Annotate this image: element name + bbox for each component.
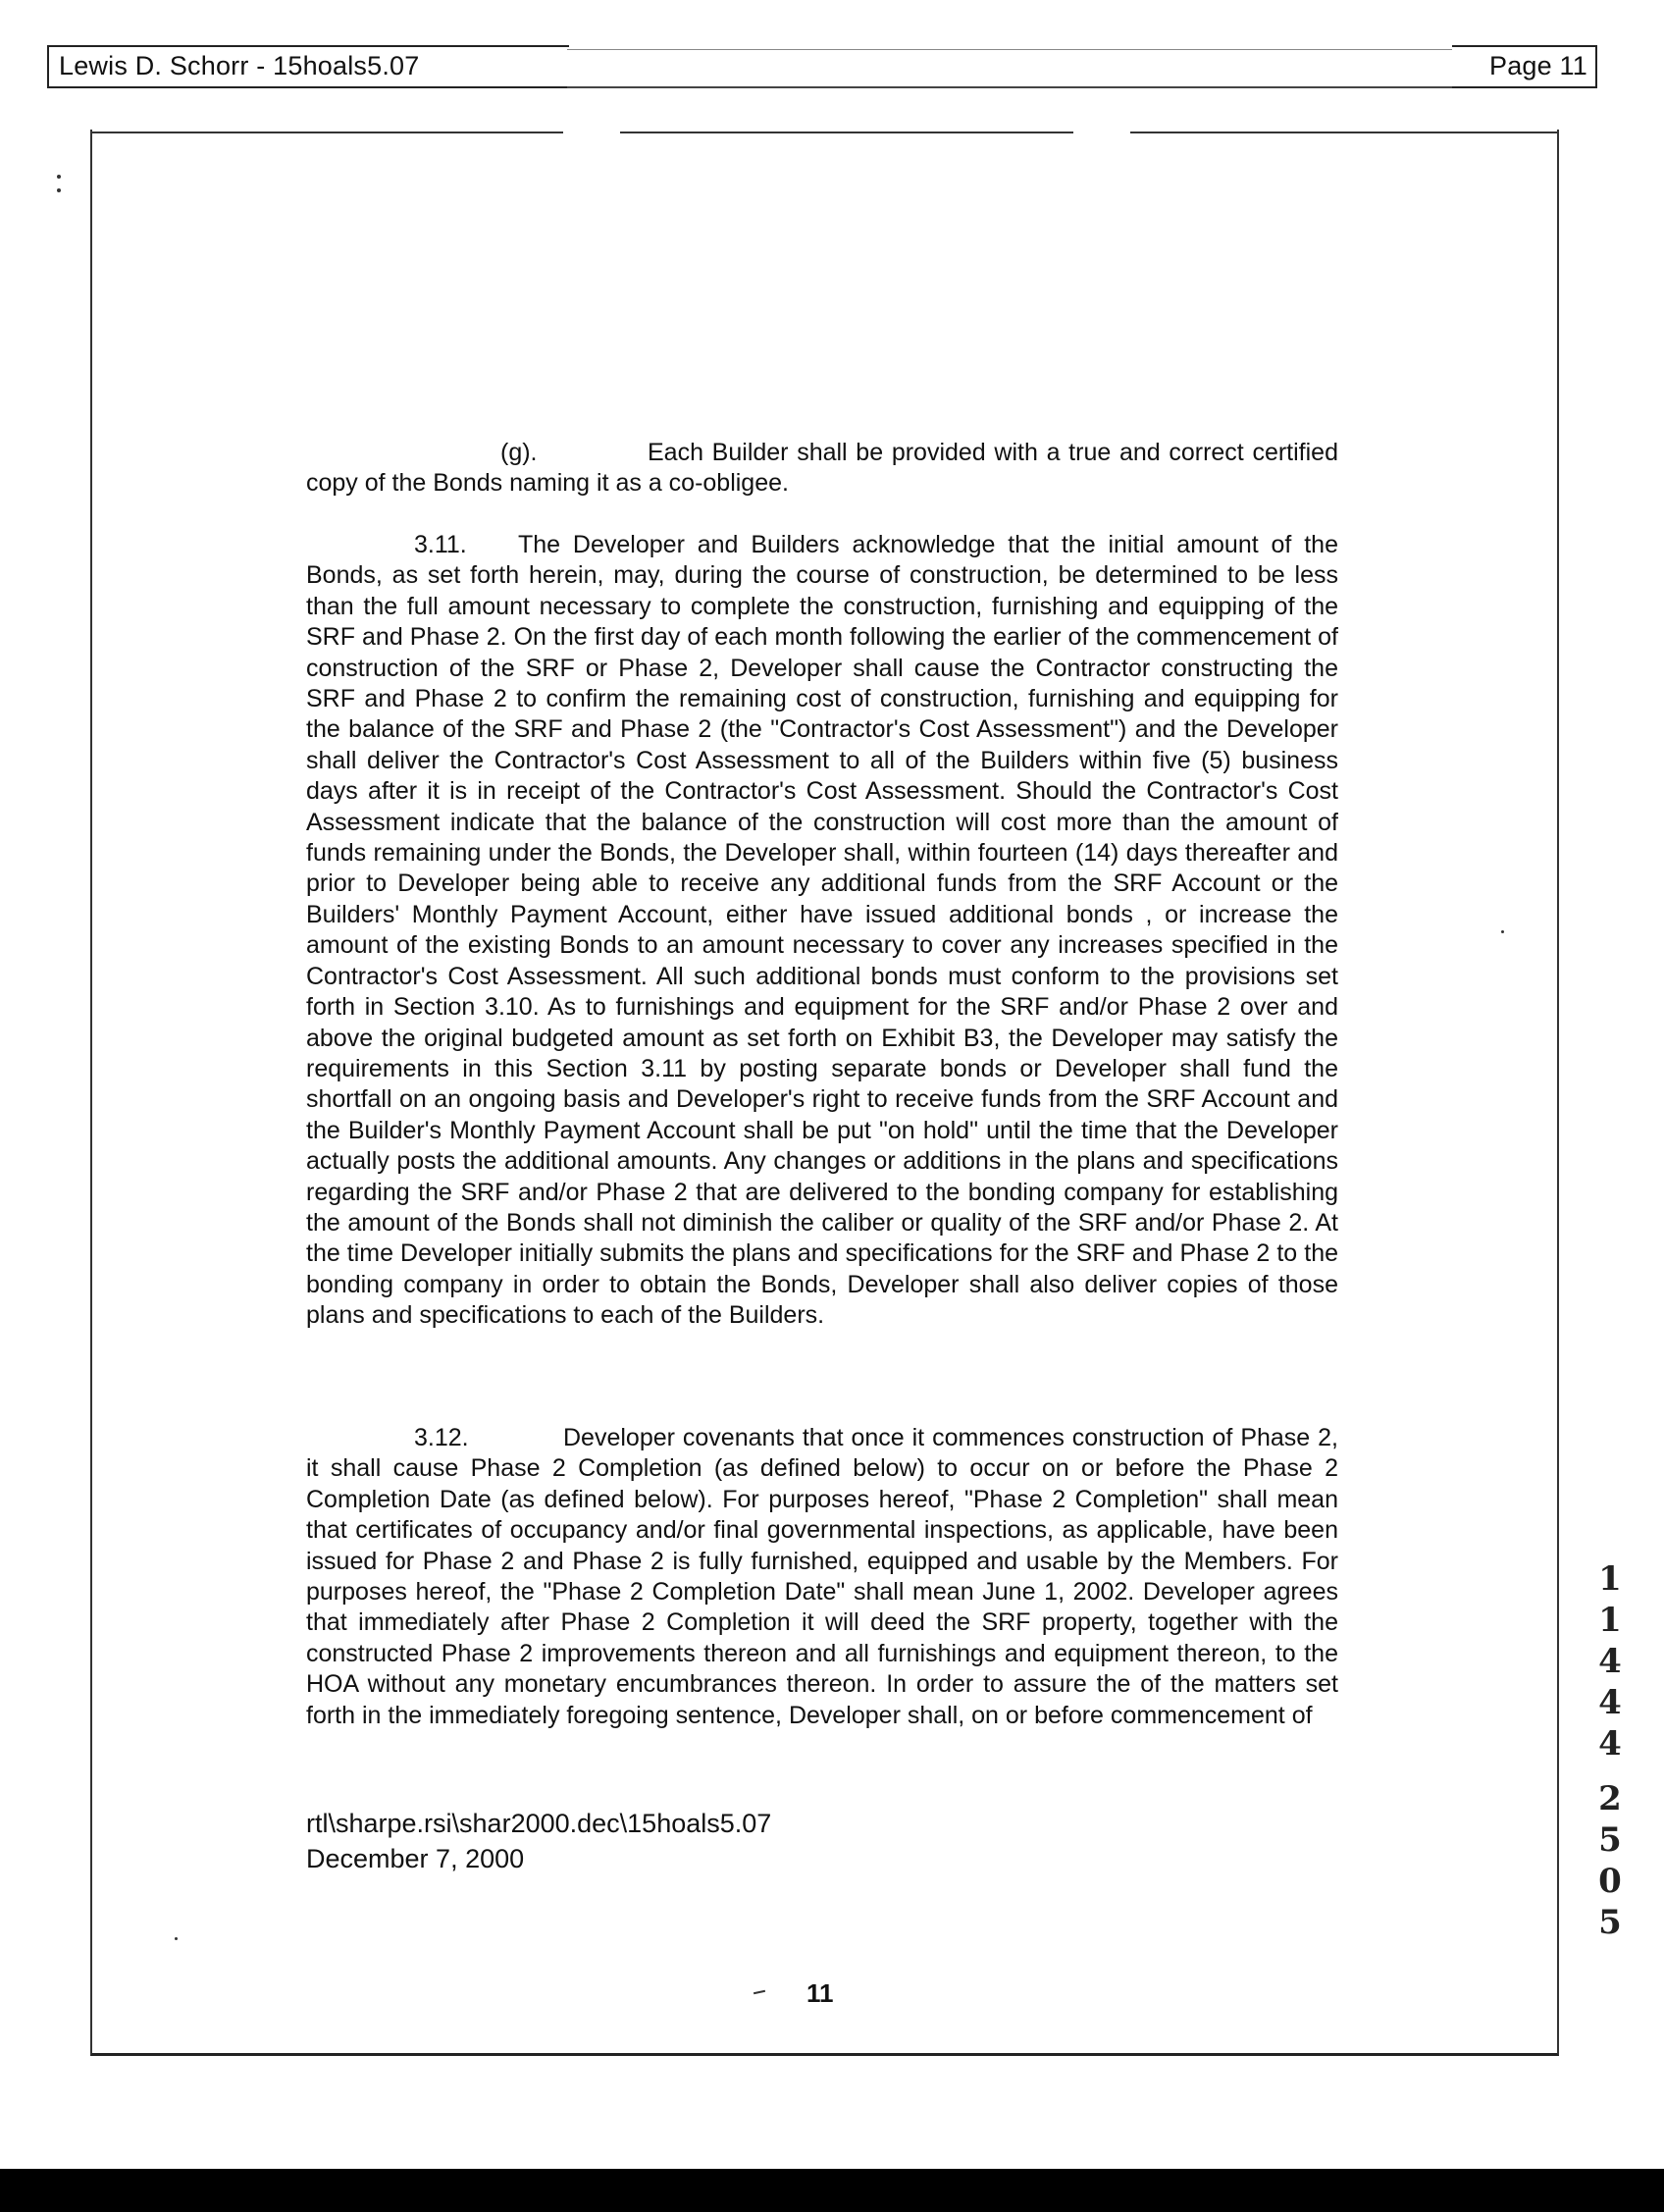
frame-top-segment xyxy=(1130,132,1557,133)
scan-speck xyxy=(1501,930,1504,933)
paragraph-g-text: Each Builder shall be provided with a true and correct certified copy of the Bonds naming it as a co-obligee. xyxy=(306,439,1338,498)
scan-speck xyxy=(175,1937,178,1940)
bates-digit: 1 xyxy=(1598,1559,1622,1599)
header-page-label: Page 11 xyxy=(1489,51,1587,80)
scan-speck xyxy=(57,175,61,179)
bates-digit: 4 xyxy=(1598,1683,1622,1722)
scan-bottom-band xyxy=(0,2169,1664,2212)
bates-digit: 5 xyxy=(1598,1903,1622,1942)
header-document-label: Lewis D. Schorr - 15hoals5.07 xyxy=(59,51,420,80)
header-rule xyxy=(567,86,1452,88)
footer-file-path: rtl\sharpe.rsi\shar2000.dec\15hoals5.07 xyxy=(306,1809,772,1838)
bates-digit: 4 xyxy=(1598,1642,1622,1681)
header-right-box xyxy=(1452,45,1597,88)
frame-top-segment xyxy=(620,132,1073,133)
paragraph-g-number: (g). xyxy=(500,439,538,466)
bates-digit: 1 xyxy=(1598,1601,1622,1640)
header-rule-top xyxy=(567,49,1452,50)
scan-speck xyxy=(57,188,61,192)
paragraph-3-12-number: 3.12. xyxy=(414,1424,469,1451)
paragraph-3-11-text: The Developer and Builders acknowledge that the initial amount of the Bonds, as set forth herein, may, during the course of construction, be determined to be less than the full amount necessary to complete the construction, furnishing and equipping of the SRF and Phase 2. On the first day of each month following the earlier of the commencement of construction of the SRF or Phase 2, Developer shall cause the Contractor constructing the SRF and Phase 2 to confirm the remaining cost of construction, furnishing and equipping for the balance of the SRF and Phase 2 (the "Contractor's Cost Assessment") and the Developer shall deliver the Contractor's Cost Assessment to all of the Builders within five (5) business days after it is in receipt of the Contractor's Cost Assessment. Should the Contractor's Cost Assessment indicate that the balance of the construction will cost more than the amount of funds remaining under the Bonds, the Developer shall, within fourteen (14) days thereafter and prior to Developer being able to receive any additional funds from the SRF Account or the Builders' Monthly Payment Account, either have issued additional bonds , or increase the amount of the existing Bonds to an amount necessary to cover any increases specified in the Contractor's Cost Assessment. All such additional bonds must conform to the provisions set forth in Section 3.10. As to furnishings and equipment for the SRF and/or Phase 2 over and above the original budgeted amount as set forth on Exhibit B3, the Developer may satisfy the requirements in this Section 3.11 by posting separate bonds or Developer shall fund the shortfall on an ongoing basis and Developer's right to receive funds from the SRF Account and the Builder's Monthly Payment Account shall be put "on hold" until the time that the Developer actually posts the additional amounts. Any changes or additions in the plans and specifications regarding the SRF and/or Phase 2 that are delivered to the bonding company for establishing the amount of the Bonds shall not diminish the caliber or quality of the SRF and/or Phase 2. At the time Developer initially submits the plans and specifications for the SRF and Phase 2 to the bonding company in order to obtain the Bonds, Developer shall also deliver copies of those plans and specifications to each of the Builders. xyxy=(306,531,1338,1330)
footer-date: December 7, 2000 xyxy=(306,1844,525,1873)
bates-digit: 4 xyxy=(1598,1724,1622,1764)
paragraph-3-11-number: 3.11. xyxy=(414,531,467,558)
paragraph-3-11 xyxy=(306,530,1338,1332)
bates-digit: 2 xyxy=(1598,1779,1622,1818)
header-left-box xyxy=(47,45,569,88)
paragraph-3-12-text: Developer covenants that once it commences construction of Phase 2, it shall cause Phase 2 Completion (as defined below) to occur on or before the Phase 2 Completion Date (as defined below). For purposes hereof, "Phase 2 Completion" shall mean that certificates of occupancy and/or final governmental inspections, as applicable, have been issued for Phase 2 and Phase 2 is fully furnished, equipped and usable by the Members. For purposes hereof, the "Phase 2 Completion Date" shall mean June 1, 2002. Developer agrees that immediately after Phase 2 Completion it will deed the SRF property, together with the constructed Phase 2 improvements thereon and all furnishings and equipment thereon, to the HOA without any monetary encumbrances thereon. In order to assure the of the matters set forth in the immediately foregoing sentence, Developer shall, on or before commencement of xyxy=(306,1424,1338,1729)
paragraph-3-12 xyxy=(306,1423,1338,1731)
page-number: 11 xyxy=(806,1978,834,2008)
bates-digit: 5 xyxy=(1598,1820,1622,1860)
bates-digit: 0 xyxy=(1598,1862,1622,1901)
paragraph-g xyxy=(306,438,1338,500)
frame-top-segment xyxy=(90,132,563,133)
bates-stamp xyxy=(1595,1558,1625,1943)
